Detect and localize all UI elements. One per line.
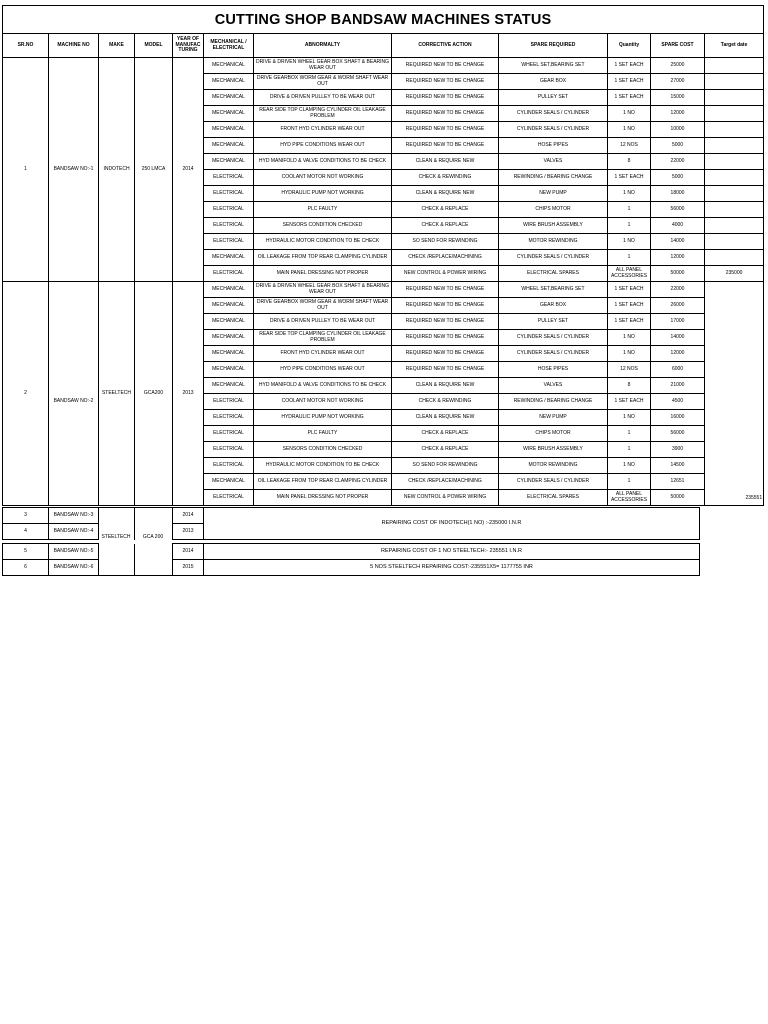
target-cell <box>705 170 764 186</box>
action-cell: CHECK & REPLACE <box>392 442 499 458</box>
type-cell: MECHANICAL <box>204 474 254 490</box>
qty-cell: 12 NOS <box>608 362 651 378</box>
abnormality-cell: COOLANT MOTOR NOT WORKING <box>254 170 392 186</box>
action-cell: NEW CONTROL & POWER WIRING <box>392 490 499 506</box>
cost-cell: 3900 <box>651 442 705 458</box>
type-cell: ELECTRICAL <box>204 394 254 410</box>
cost-cell: 14000 <box>651 234 705 250</box>
type-cell: ELECTRICAL <box>204 170 254 186</box>
others-model: GCA 200 <box>142 534 164 540</box>
action-cell: REQUIRED NEW TO BE CHANGE <box>392 346 499 362</box>
spare-cell: HOSE PIPES <box>499 362 608 378</box>
action-cell: CLEAN & REQUIRE NEW <box>392 186 499 202</box>
qty-cell: 1 SET EACH <box>608 282 651 298</box>
year-cell: 2014 <box>173 58 204 282</box>
action-cell: CLEAN & REQUIRE NEW <box>392 378 499 394</box>
abnormality-cell: MAIN PANEL DRESSING NOT PROPER <box>254 490 392 506</box>
qty-cell: 8 <box>608 378 651 394</box>
type-cell: MECHANICAL <box>204 346 254 362</box>
repair-note-indotech: REPAIRING COST OF INDOTECH(1 NO) :-235000 I.N.R <box>204 508 700 540</box>
abnormality-cell: PLC FAULTY <box>254 426 392 442</box>
cost-cell: 16000 <box>651 410 705 426</box>
type-cell: MECHANICAL <box>204 298 254 314</box>
header-spare-required: SPARE REQUIRED <box>499 34 608 58</box>
make-cell: STEELTECH <box>99 282 135 506</box>
repair-note-total: 5 NOS STEELTECH REPAIRING COST:-235551X5= 1177755 INR <box>204 560 700 576</box>
abnormality-cell: SENSORS CONDITION CHECKED <box>254 442 392 458</box>
header-machine-no: MACHINE NO <box>49 34 99 58</box>
type-cell: ELECTRICAL <box>204 410 254 426</box>
action-cell: REQUIRED NEW TO BE CHANGE <box>392 90 499 106</box>
qty-cell: 1 <box>608 250 651 266</box>
target-cell <box>705 218 764 234</box>
target-cell <box>705 74 764 90</box>
summary-table-b <box>2 543 700 576</box>
header-mech-elec: MECHANICAL / ELECTRICAL <box>204 34 254 58</box>
srno-cell: 4 <box>3 524 49 540</box>
spare-cell: CYLINDER SEALS / CYLINDER <box>499 330 608 346</box>
action-cell: CHECK & REPLACE <box>392 202 499 218</box>
type-cell: MECHANICAL <box>204 138 254 154</box>
others-make: STEELTECH <box>101 534 131 540</box>
cost-cell: 14000 <box>651 330 705 346</box>
spare-cell: WHEEL SET,BEARING SET <box>499 282 608 298</box>
abnormality-cell: HYD MANIFOLD & VALVE CONDITIONS TO BE CHECK <box>254 154 392 170</box>
spare-cell: MOTOR REWINDING <box>499 234 608 250</box>
cost-cell: 18000 <box>651 186 705 202</box>
qty-cell: 1 SET EACH <box>608 90 651 106</box>
table-row <box>3 58 764 74</box>
qty-cell: 1 NO <box>608 458 651 474</box>
spare-cell: REWINDING / BEARING CHANGE <box>499 170 608 186</box>
cost-cell: 10000 <box>651 122 705 138</box>
year-cell: 2014 <box>173 544 204 560</box>
model-cell: 250 LMCA <box>135 58 173 282</box>
machine-no-cell: BANDSAW NO:-4 <box>49 524 99 540</box>
abnormality-cell: FRONT HYD CYLINDER WEAR OUT <box>254 346 392 362</box>
action-cell: REQUIRED NEW TO BE CHANGE <box>392 298 499 314</box>
cost-cell: 5000 <box>651 170 705 186</box>
spare-cell: GEAR BOX <box>499 74 608 90</box>
machine-no-cell: BANDSAW NO:-2 <box>49 282 99 506</box>
header-row <box>3 34 764 58</box>
qty-cell: 1 NO <box>608 106 651 122</box>
qty-cell: 8 <box>608 154 651 170</box>
abnormality-cell: HYDRAULIC PUMP NOT WORKING <box>254 186 392 202</box>
abnormality-cell: HYDRAULIC PUMP NOT WORKING <box>254 410 392 426</box>
type-cell: MECHANICAL <box>204 330 254 346</box>
cost-cell: 4500 <box>651 394 705 410</box>
spare-cell: ELECTRICAL SPARES <box>499 266 608 282</box>
cost-cell: 22000 <box>651 282 705 298</box>
qty-cell: 1 NO <box>608 186 651 202</box>
spare-cell: MOTOR REWINDING <box>499 458 608 474</box>
action-cell: CHECK /REPLACE/MACHINING <box>392 250 499 266</box>
table-body <box>3 58 764 506</box>
spare-cell: CYLINDER SEALS / CYLINDER <box>499 474 608 490</box>
status-table <box>2 5 764 506</box>
spare-cell: CYLINDER SEALS / CYLINDER <box>499 346 608 362</box>
qty-cell: 1 SET EACH <box>608 170 651 186</box>
cost-cell: 4000 <box>651 218 705 234</box>
type-cell: ELECTRICAL <box>204 186 254 202</box>
cost-cell: 25000 <box>651 58 705 74</box>
spare-cell: WHEEL SET,BEARING SET <box>499 58 608 74</box>
cost-cell: 56000 <box>651 426 705 442</box>
spare-cell: NEW PUMP <box>499 186 608 202</box>
spare-cell: ELECTRICAL SPARES <box>499 490 608 506</box>
cost-cell: 12000 <box>651 250 705 266</box>
header-make: MAKE <box>99 34 135 58</box>
cost-cell: 12000 <box>651 106 705 122</box>
abnormality-cell: DRIVE GEARBOX WORM GEAR & WORM SHAFT WEAR OUT <box>254 298 392 314</box>
qty-cell: 1 <box>608 442 651 458</box>
type-cell: ELECTRICAL <box>204 458 254 474</box>
machine-no-cell: BANDSAW NO:-3 <box>49 508 99 524</box>
action-cell: REQUIRED NEW TO BE CHANGE <box>392 58 499 74</box>
action-cell: REQUIRED NEW TO BE CHANGE <box>392 330 499 346</box>
abnormality-cell: HYDRAULIC MOTOR CONDITION TO BE CHECK <box>254 234 392 250</box>
action-cell: CLEAN & REQUIRE NEW <box>392 154 499 170</box>
type-cell: MECHANICAL <box>204 250 254 266</box>
machine-no-cell: BANDSAW NO:-1 <box>49 58 99 282</box>
table-row <box>3 508 700 524</box>
abnormality-cell: HYD MANIFOLD & VALVE CONDITIONS TO BE CHECK <box>254 378 392 394</box>
action-cell: CHECK & REWINDING <box>392 394 499 410</box>
abnormality-cell: DRIVE GEARBOX WORM GEAR & WORM SHAFT WEAR OUT <box>254 74 392 90</box>
type-cell: ELECTRICAL <box>204 266 254 282</box>
action-cell: CHECK & REPLACE <box>392 218 499 234</box>
header-year: YEAR OF MANUFAC TURING <box>173 34 204 58</box>
qty-cell: 1 SET EACH <box>608 314 651 330</box>
abnormality-cell: COOLANT MOTOR NOT WORKING <box>254 394 392 410</box>
srno-cell: 6 <box>3 560 49 576</box>
cost-cell: 27000 <box>651 74 705 90</box>
cost-cell: 12000 <box>651 346 705 362</box>
page-title: CUTTING SHOP BANDSAW MACHINES STATUS <box>3 6 764 34</box>
cost-cell: 22000 <box>651 154 705 170</box>
type-cell: MECHANICAL <box>204 74 254 90</box>
qty-cell: ALL PANEL ACCESSORIES <box>608 266 651 282</box>
abnormality-cell: HYD PIPE CONDITIONS WEAR OUT <box>254 362 392 378</box>
make-cell: INDOTECH <box>99 58 135 282</box>
qty-cell: 1 NO <box>608 346 651 362</box>
type-cell: MECHANICAL <box>204 106 254 122</box>
header-model: MODEL <box>135 34 173 58</box>
spare-cell: CYLINDER SEALS / CYLINDER <box>499 122 608 138</box>
spare-cell: VALVES <box>499 378 608 394</box>
target-cell <box>705 58 764 74</box>
action-cell: SO SEND FOR REWINDING <box>392 234 499 250</box>
cost-cell: 26000 <box>651 298 705 314</box>
abnormality-cell: HYD PIPE CONDITIONS WEAR OUT <box>254 138 392 154</box>
spare-cell: WIRE BRUSH ASSEMBLY <box>499 442 608 458</box>
cost-cell: 5000 <box>651 138 705 154</box>
qty-cell: 12 NOS <box>608 138 651 154</box>
action-cell: REQUIRED NEW TO BE CHANGE <box>392 362 499 378</box>
table-row <box>3 282 764 298</box>
cost-cell: 15000 <box>651 90 705 106</box>
header-sr-no: SR.NO <box>3 34 49 58</box>
target-cell <box>705 186 764 202</box>
cost-cell: 50000 <box>651 490 705 506</box>
target-cell <box>705 106 764 122</box>
cost-cell: 14500 <box>651 458 705 474</box>
cost-cell: 56000 <box>651 202 705 218</box>
header-target-date: Target date <box>705 34 764 58</box>
type-cell: ELECTRICAL <box>204 234 254 250</box>
qty-cell: 1 <box>608 474 651 490</box>
type-cell: ELECTRICAL <box>204 426 254 442</box>
type-cell: MECHANICAL <box>204 362 254 378</box>
action-cell: NEW CONTROL & POWER WIRING <box>392 266 499 282</box>
action-cell: SO SEND FOR REWINDING <box>392 458 499 474</box>
abnormality-cell: HYDRAULIC MOTOR CONDITION TO BE CHECK <box>254 458 392 474</box>
spare-cell: CHIPS MOTOR <box>499 426 608 442</box>
target-cell <box>705 234 764 250</box>
abnormality-cell: DRIVE & DRIVEN WHEEL GEAR BOX SHAFT & BEARING WEAR OUT <box>254 282 392 298</box>
spare-cell: VALVES <box>499 154 608 170</box>
qty-cell: 1 SET EACH <box>608 58 651 74</box>
spare-cell: PULLEY SET <box>499 90 608 106</box>
year-cell: 2015 <box>173 560 204 576</box>
qty-cell: 1 <box>608 218 651 234</box>
qty-cell: ALL PANEL ACCESSORIES <box>608 490 651 506</box>
abnormality-cell: DRIVE & DRIVEN PULLEY TO BE WEAR OUT <box>254 314 392 330</box>
qty-cell: 1 SET EACH <box>608 74 651 90</box>
qty-cell: 1 SET EACH <box>608 298 651 314</box>
qty-cell: 1 NO <box>608 234 651 250</box>
cost-cell: 6000 <box>651 362 705 378</box>
model-cell: GCA200 <box>135 282 173 506</box>
type-cell: MECHANICAL <box>204 314 254 330</box>
srno-cell: 1 <box>3 58 49 282</box>
year-cell: 2013 <box>173 524 204 540</box>
spare-cell: CYLINDER SEALS / CYLINDER <box>499 106 608 122</box>
action-cell: REQUIRED NEW TO BE CHANGE <box>392 122 499 138</box>
type-cell: MECHANICAL <box>204 282 254 298</box>
srno-cell: 2 <box>3 282 49 506</box>
abnormality-cell: OIL LEAKAGE FROM TOP REAR CLAMPING CYLINDER <box>254 474 392 490</box>
action-cell: CHECK /REPLACE/MACHINING <box>392 474 499 490</box>
type-cell: ELECTRICAL <box>204 202 254 218</box>
qty-cell: 1 <box>608 426 651 442</box>
target-cell <box>705 202 764 218</box>
spare-cell: PULLEY SET <box>499 314 608 330</box>
spare-cell: GEAR BOX <box>499 298 608 314</box>
cost-cell: 50000 <box>651 266 705 282</box>
target-cell <box>705 250 764 266</box>
cost-cell: 12651 <box>651 474 705 490</box>
target-cell <box>705 154 764 170</box>
header-corrective-action: CORRECTIVE ACTION <box>392 34 499 58</box>
spare-cell: CYLINDER SEALS / CYLINDER <box>499 250 608 266</box>
header-quantity: Quantity <box>608 34 651 58</box>
qty-cell: 1 <box>608 202 651 218</box>
type-cell: MECHANICAL <box>204 122 254 138</box>
type-cell: MECHANICAL <box>204 154 254 170</box>
abnormality-cell: REAR SIDE TOP CLAMPING CYLINDER OIL LEAKAGE PROBLEM <box>254 330 392 346</box>
table-row <box>3 544 700 560</box>
spare-cell: HOSE PIPES <box>499 138 608 154</box>
repair-note-steeltech: REPAIRING COST OF 1 NO STEELTECH:- 235551 I.N.R <box>204 544 700 560</box>
abnormality-cell: MAIN PANEL DRESSING NOT PROPER <box>254 266 392 282</box>
machine-no-cell: BANDSAW NO:-6 <box>49 560 99 576</box>
srno-cell: 5 <box>3 544 49 560</box>
action-cell: REQUIRED NEW TO BE CHANGE <box>392 138 499 154</box>
action-cell: REQUIRED NEW TO BE CHANGE <box>392 314 499 330</box>
make-cell <box>99 544 135 576</box>
action-cell: CLEAN & REQUIRE NEW <box>392 410 499 426</box>
qty-cell: 1 NO <box>608 410 651 426</box>
abnormality-cell: PLC FAULTY <box>254 202 392 218</box>
spare-cell: WIRE BRUSH ASSEMBLY <box>499 218 608 234</box>
qty-cell: 1 NO <box>608 122 651 138</box>
action-cell: CHECK & REWINDING <box>392 170 499 186</box>
type-cell: ELECTRICAL <box>204 490 254 506</box>
action-cell: REQUIRED NEW TO BE CHANGE <box>392 106 499 122</box>
target-cell: 235551 <box>705 282 764 506</box>
spare-cell: REWINDING / BEARING CHANGE <box>499 394 608 410</box>
srno-cell: 3 <box>3 508 49 524</box>
year-cell: 2014 <box>173 508 204 524</box>
target-cell: 235000 <box>705 266 764 282</box>
action-cell: REQUIRED NEW TO BE CHANGE <box>392 282 499 298</box>
abnormality-cell: FRONT HYD CYLINDER WEAR OUT <box>254 122 392 138</box>
target-cell <box>705 90 764 106</box>
abnormality-cell: DRIVE & DRIVEN PULLEY TO BE WEAR OUT <box>254 90 392 106</box>
type-cell: ELECTRICAL <box>204 442 254 458</box>
spare-cell: NEW PUMP <box>499 410 608 426</box>
type-cell: ELECTRICAL <box>204 218 254 234</box>
header-spare-cost: SPARE COST <box>651 34 705 58</box>
target-cell <box>705 122 764 138</box>
action-cell: CHECK & REPLACE <box>392 426 499 442</box>
machine-no-cell: BANDSAW NO:-5 <box>49 544 99 560</box>
target-cell <box>705 138 764 154</box>
abnormality-cell: REAR SIDE TOP CLAMPING CYLINDER OIL LEAKAGE PROBLEM <box>254 106 392 122</box>
year-cell: 2013 <box>173 282 204 506</box>
action-cell: REQUIRED NEW TO BE CHANGE <box>392 74 499 90</box>
abnormality-cell: OIL LEAKAGE FROM TOP REAR CLAMPING CYLINDER <box>254 250 392 266</box>
abnormality-cell: DRIVE & DRIVEN WHEEL GEAR BOX SHAFT & BEARING WEAR OUT <box>254 58 392 74</box>
qty-cell: 1 NO <box>608 330 651 346</box>
qty-cell: 1 SET EACH <box>608 394 651 410</box>
cost-cell: 21000 <box>651 378 705 394</box>
type-cell: MECHANICAL <box>204 58 254 74</box>
abnormality-cell: SENSORS CONDITION CHECKED <box>254 218 392 234</box>
type-cell: MECHANICAL <box>204 378 254 394</box>
header-abnormality: ABNORMALTY <box>254 34 392 58</box>
model-cell <box>135 544 173 576</box>
spare-cell: CHIPS MOTOR <box>499 202 608 218</box>
type-cell: MECHANICAL <box>204 90 254 106</box>
cost-cell: 17000 <box>651 314 705 330</box>
